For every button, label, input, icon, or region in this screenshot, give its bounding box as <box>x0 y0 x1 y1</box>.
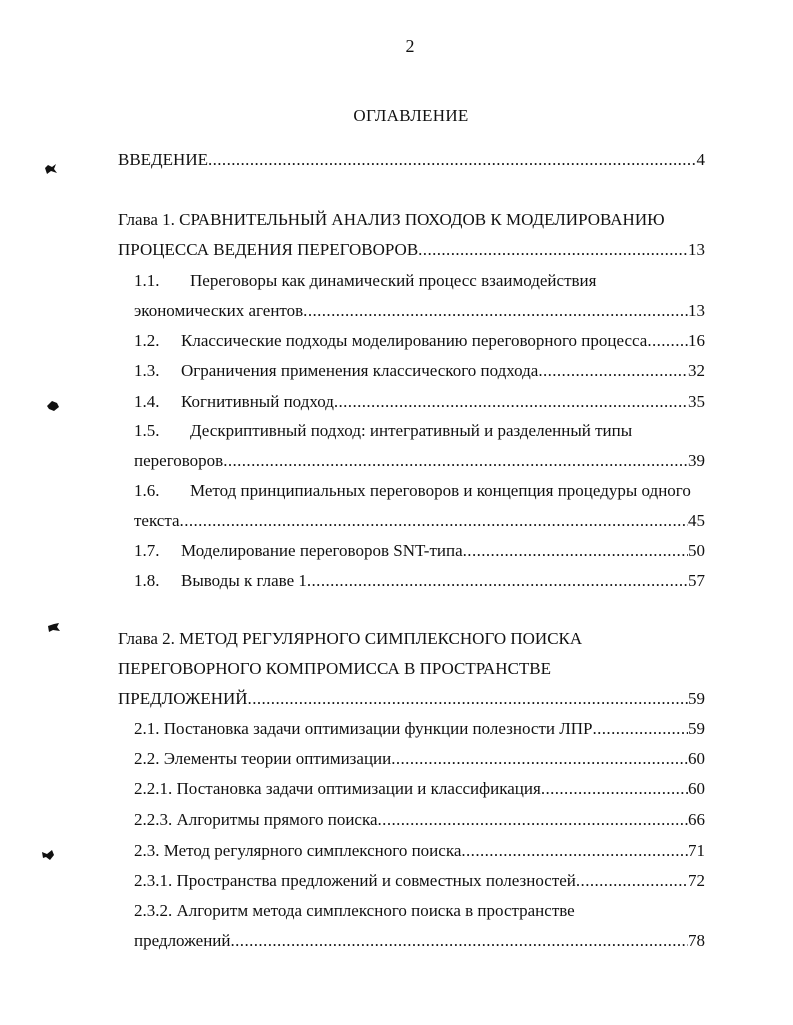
toc-entry-1-1-end[interactable] <box>134 299 705 323</box>
chapter-2-heading-cont[interactable]: ПЕРЕГОВОРНОГО КОМПРОМИССА В ПРОСТРАНСТВЕ <box>118 659 552 678</box>
toc-entry-text: Дескриптивный подход: интегративный и разделенный типы <box>190 421 633 440</box>
toc-entry-text: Метод принципиальных переговоров и концепция процедуры одного <box>190 481 691 500</box>
section-number: 1.6. <box>134 481 160 500</box>
toc-page-number: 50 <box>688 541 705 560</box>
toc-title: ОГЛАВЛЕНИЕ <box>353 106 469 125</box>
toc-page-number: 13 <box>688 301 705 320</box>
toc-entry-1-5-end[interactable] <box>134 449 705 473</box>
toc-page-number: 35 <box>688 392 705 411</box>
toc-page-number: 39 <box>688 451 705 470</box>
section-number: 1.2. <box>134 331 160 350</box>
dot-leader <box>334 390 688 414</box>
dot-leader <box>307 569 688 593</box>
chapter-2-heading[interactable]: Глава 2. МЕТОД РЕГУЛЯРНОГО СИМПЛЕКСНОГО ПОИСКА <box>118 629 583 648</box>
dot-leader <box>208 148 697 172</box>
page-number: 2 <box>405 36 415 56</box>
toc-entry-1-7[interactable] <box>134 539 705 563</box>
toc-page-number: 78 <box>688 931 705 950</box>
section-number: 1.3. <box>134 361 160 380</box>
toc-entry-2-1[interactable] <box>134 717 705 741</box>
toc-entry-text: ПРОЦЕССА ВЕДЕНИЯ ПЕРЕГОВОРОВ <box>118 240 419 259</box>
toc-entry-text: 2.3. Метод регулярного симплексного поиска <box>134 841 462 860</box>
scan-mark-icon <box>41 849 55 861</box>
toc-entry-text: переговоров <box>134 451 224 470</box>
toc-entry-2-3[interactable] <box>134 839 705 863</box>
toc-page-number: 32 <box>688 361 705 380</box>
toc-entry-1-6[interactable] <box>134 479 691 503</box>
dot-leader <box>223 449 688 473</box>
toc-entry-1-5[interactable] <box>134 419 632 443</box>
toc-entry-text: Переговоры как динамический процесс взаимодействия <box>190 271 597 290</box>
dot-leader <box>541 777 688 801</box>
toc-page-number: 16 <box>688 331 705 350</box>
toc-entry-text: текста <box>134 511 180 530</box>
dot-leader <box>391 747 688 771</box>
toc-entry-text: ВВЕДЕНИЕ <box>118 150 208 169</box>
scan-mark-icon <box>47 622 61 634</box>
toc-entry-2-3-2-end[interactable] <box>134 929 705 953</box>
toc-entry-text: экономических агентов <box>134 301 304 320</box>
dot-leader <box>461 839 688 863</box>
toc-entry-2-3-1[interactable] <box>134 869 705 893</box>
toc-entry-1-8[interactable] <box>134 569 705 593</box>
toc-entry-text: 2.2. Элементы теории оптимизации <box>134 749 392 768</box>
toc-entry-intro[interactable] <box>118 148 705 172</box>
toc-entry-text: Выводы к главе 1 <box>181 571 307 590</box>
chapter-1-heading[interactable]: Глава 1. СРАВНИТЕЛЬНЫЙ АНАЛИЗ ПОХОДОВ К МОДЕЛИРОВАНИЮ <box>118 210 665 229</box>
section-number: 1.1. <box>134 271 160 290</box>
toc-entry-text: ПРЕДЛОЖЕНИЙ <box>118 689 248 708</box>
dot-leader <box>576 869 688 893</box>
toc-page-number: 66 <box>688 810 705 829</box>
toc-entry-1-1[interactable] <box>134 269 596 293</box>
toc-page-number: 59 <box>688 719 705 738</box>
toc-entry-1-4[interactable] <box>134 390 705 414</box>
dot-leader <box>538 359 688 383</box>
dot-leader <box>248 687 688 711</box>
toc-entry-text: 2.2.1. Постановка задачи оптимизации и классификация <box>134 779 541 798</box>
toc-entry-text: 2.3.1. Пространства предложений и совместных полезностей <box>134 871 576 890</box>
dot-leader <box>463 539 688 563</box>
toc-entry-2-2[interactable] <box>134 747 705 771</box>
chapter-1-heading-end[interactable] <box>118 238 705 262</box>
dot-leader <box>303 299 688 323</box>
section-number: 1.4. <box>134 392 160 411</box>
toc-entry-text: 2.2.3. Алгоритмы прямого поиска <box>134 810 378 829</box>
toc-entry-text: предложений <box>134 931 231 950</box>
toc-entry-1-3[interactable] <box>134 359 705 383</box>
dot-leader <box>647 329 688 353</box>
toc-page-number: 45 <box>688 511 705 530</box>
toc-page-number: 71 <box>688 841 705 860</box>
toc-page-number: 4 <box>696 150 705 169</box>
toc-page-number: 59 <box>688 689 705 708</box>
toc-entry-text: Когнитивный подход <box>181 392 334 411</box>
section-number: 1.5. <box>134 421 160 440</box>
section-number: 1.8. <box>134 571 160 590</box>
toc-page-number: 60 <box>688 749 705 768</box>
toc-entry-text: 2.1. Постановка задачи оптимизации функции полезности ЛПР <box>134 719 593 738</box>
chapter-2-heading-end[interactable] <box>118 687 705 711</box>
toc-entry-1-2[interactable] <box>134 329 705 353</box>
toc-entry-1-6-end[interactable] <box>134 509 705 533</box>
toc-entry-2-3-2[interactable]: 2.3.2. Алгоритм метода симплексного поиска в пространстве <box>134 901 575 920</box>
dot-leader <box>378 808 688 832</box>
scan-mark-icon <box>46 400 60 412</box>
toc-entry-text: Ограничения применения классического подхода <box>181 361 539 380</box>
section-number: 1.7. <box>134 541 160 560</box>
toc-entry-text: Моделирование переговоров SNT-типа <box>181 541 463 560</box>
toc-entry-2-2-3[interactable] <box>134 808 705 832</box>
toc-page-number: 60 <box>688 779 705 798</box>
dot-leader <box>592 717 688 741</box>
toc-page-number: 13 <box>688 240 705 259</box>
scan-mark-icon <box>44 163 58 175</box>
toc-page-number: 57 <box>688 571 705 590</box>
dot-leader <box>418 238 688 262</box>
dot-leader <box>231 929 689 953</box>
toc-page-number: 72 <box>688 871 705 890</box>
toc-entry-2-2-1[interactable] <box>134 777 705 801</box>
toc-entry-text: Классические подходы моделированию переговорного процесса <box>181 331 648 350</box>
dot-leader <box>180 509 688 533</box>
